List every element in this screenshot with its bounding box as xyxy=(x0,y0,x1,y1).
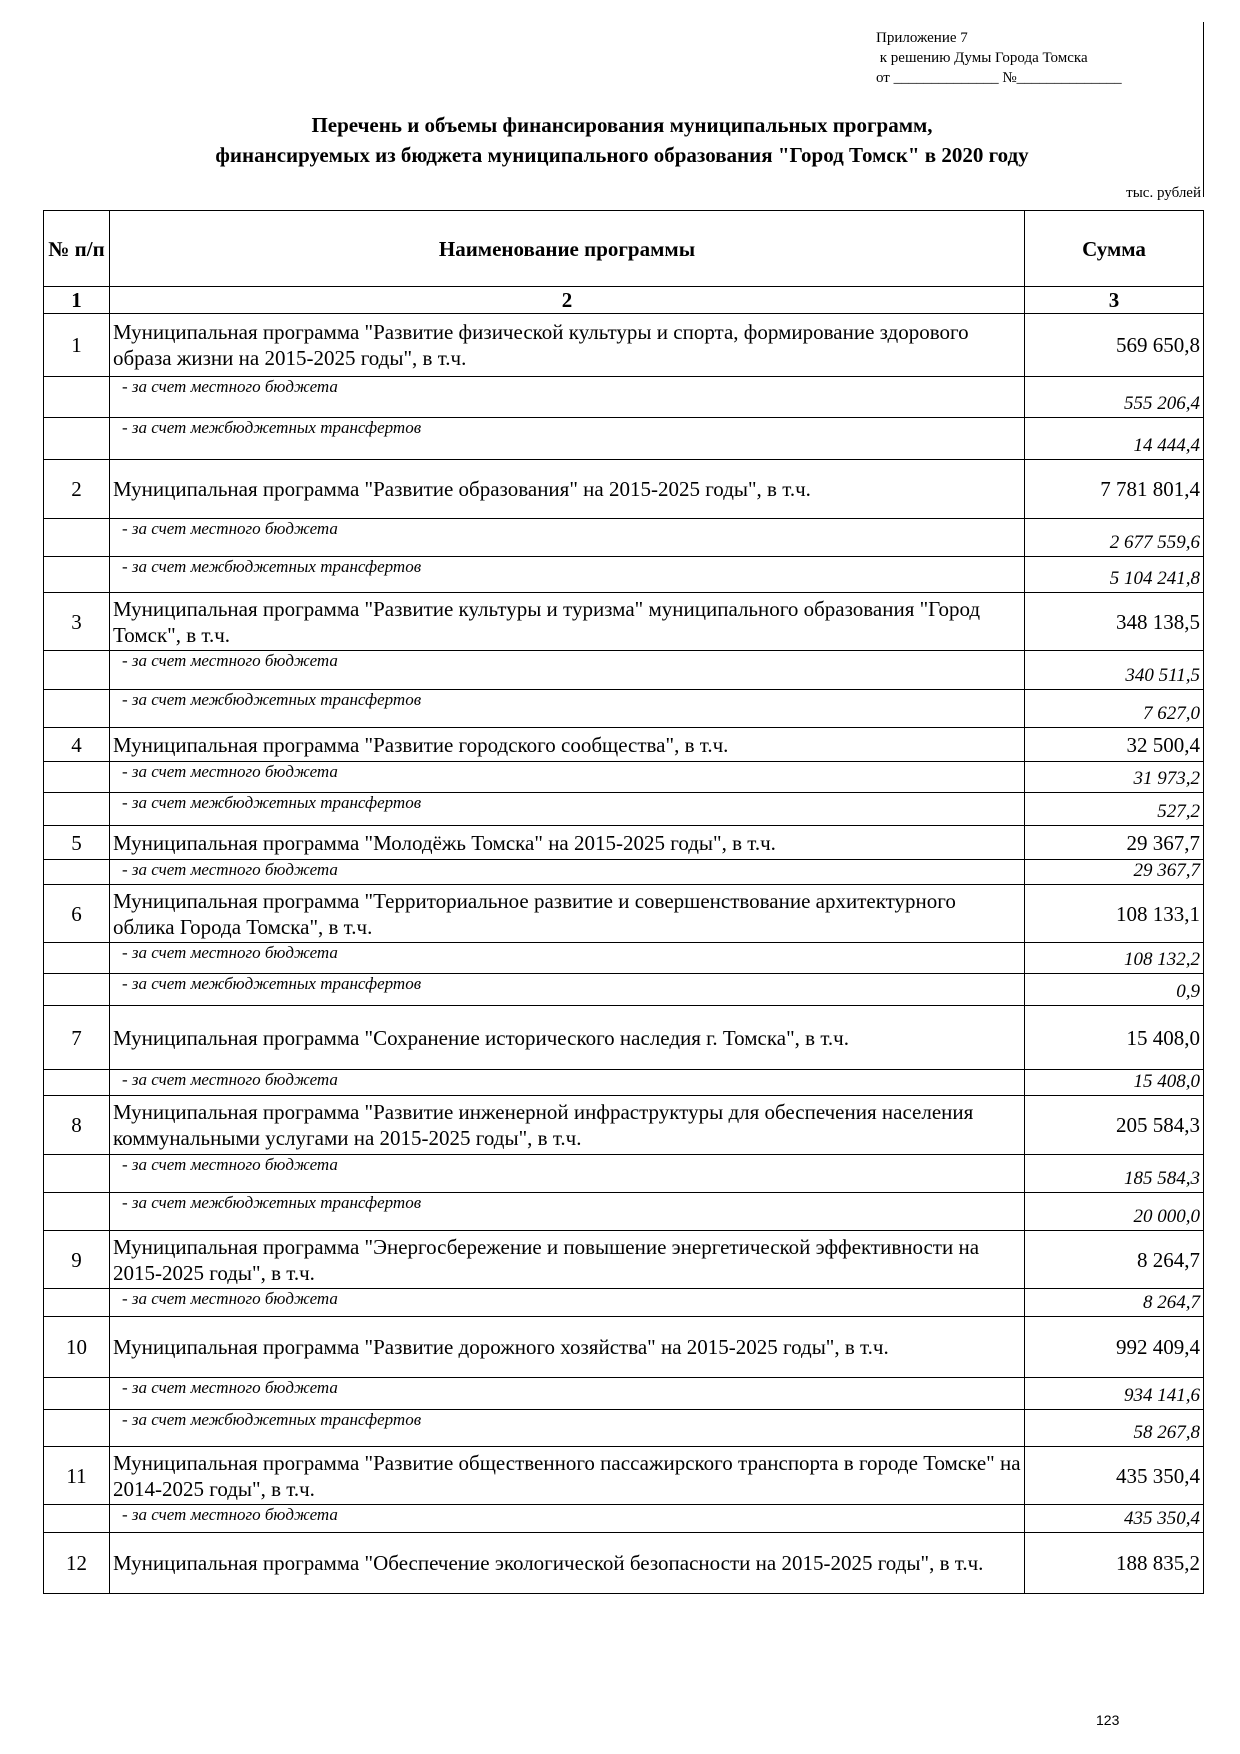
page-number: 123 xyxy=(1096,1712,1120,1728)
program-name: - за счет местного бюджета xyxy=(110,519,1025,557)
program-name: Муниципальная программа "Молодёжь Томска" на 2015-2025 годы", в т.ч. xyxy=(110,826,1025,860)
appendix-line-3: от ______________ №______________ xyxy=(876,70,1122,86)
row-number: 3 xyxy=(44,593,110,651)
program-row xyxy=(44,593,1204,651)
program-sum: 2 677 559,6 xyxy=(1025,519,1204,557)
row-number xyxy=(44,1378,110,1410)
program-row xyxy=(44,314,1204,377)
row-number xyxy=(44,557,110,593)
row-number xyxy=(44,1155,110,1193)
funding-source-row xyxy=(44,793,1204,826)
program-name: - за счет местного бюджета xyxy=(110,762,1025,793)
appendix-line-2: к решению Думы Города Томска xyxy=(876,50,1088,66)
program-name: - за счет местного бюджета xyxy=(110,1289,1025,1317)
program-name: - за счет местного бюджета xyxy=(110,651,1025,690)
program-row xyxy=(44,1533,1204,1594)
funding-source-row xyxy=(44,418,1204,460)
program-name: - за счет межбюджетных трансфертов xyxy=(110,1410,1025,1447)
funding-source-row xyxy=(44,519,1204,557)
program-row xyxy=(44,1096,1204,1155)
row-number xyxy=(44,974,110,1006)
row-number xyxy=(44,651,110,690)
program-row xyxy=(44,826,1204,860)
units-label: тыс. рублей xyxy=(1126,185,1201,201)
funding-source-row xyxy=(44,1155,1204,1193)
row-number xyxy=(44,1505,110,1533)
row-number xyxy=(44,1070,110,1096)
row-number: 2 xyxy=(44,460,110,519)
program-name: Муниципальная программа "Развитие физической культуры и спорта, формирование здорового образа жизни на 2015-2025 годы", в т.ч. xyxy=(110,314,1025,377)
funding-source-row xyxy=(44,1289,1204,1317)
row-number xyxy=(44,762,110,793)
program-sum: 527,2 xyxy=(1025,793,1204,826)
program-sum: 7 781 801,4 xyxy=(1025,460,1204,519)
program-sum: 0,9 xyxy=(1025,974,1204,1006)
funding-source-row xyxy=(44,1410,1204,1447)
program-name: - за счет межбюджетных трансфертов xyxy=(110,690,1025,728)
program-sum: 108 133,1 xyxy=(1025,885,1204,943)
program-sum: 108 132,2 xyxy=(1025,943,1204,974)
program-name: - за счет местного бюджета xyxy=(110,1505,1025,1533)
row-number xyxy=(44,690,110,728)
column-index: 3 xyxy=(1025,287,1204,314)
row-number xyxy=(44,1193,110,1231)
program-name: Муниципальная программа "Развитие образования" на 2015-2025 годы", в т.ч. xyxy=(110,460,1025,519)
row-number: 10 xyxy=(44,1317,110,1378)
row-number: 4 xyxy=(44,728,110,762)
program-sum: 569 650,8 xyxy=(1025,314,1204,377)
funding-source-row xyxy=(44,557,1204,593)
row-number: 9 xyxy=(44,1231,110,1289)
program-sum: 32 500,4 xyxy=(1025,728,1204,762)
row-number xyxy=(44,860,110,885)
program-name: - за счет межбюджетных трансфертов xyxy=(110,974,1025,1006)
program-sum: 188 835,2 xyxy=(1025,1533,1204,1594)
funding-source-row xyxy=(44,1378,1204,1410)
program-name: - за счет местного бюджета xyxy=(110,860,1025,885)
program-row xyxy=(44,1006,1204,1070)
program-sum: 15 408,0 xyxy=(1025,1070,1204,1096)
row-number: 8 xyxy=(44,1096,110,1155)
row-number xyxy=(44,418,110,460)
row-number xyxy=(44,519,110,557)
funding-source-row xyxy=(44,943,1204,974)
funding-source-row xyxy=(44,762,1204,793)
document-title xyxy=(40,110,1204,170)
funding-source-row xyxy=(44,1193,1204,1231)
row-number: 1 xyxy=(44,314,110,377)
program-sum: 185 584,3 xyxy=(1025,1155,1204,1193)
header-name: Наименование программы xyxy=(110,211,1025,287)
funding-source-row xyxy=(44,1505,1204,1533)
program-sum: 340 511,5 xyxy=(1025,651,1204,690)
funding-source-row xyxy=(44,377,1204,418)
program-name: - за счет местного бюджета xyxy=(110,1155,1025,1193)
program-row xyxy=(44,1447,1204,1505)
program-row xyxy=(44,1317,1204,1378)
title-line-1: Перечень и объемы финансирования муниципальных программ, xyxy=(311,113,933,137)
program-sum: 8 264,7 xyxy=(1025,1289,1204,1317)
title-line-2: финансируемых из бюджета муниципального образования "Город Томск" в 2020 году xyxy=(215,143,1029,167)
row-number xyxy=(44,793,110,826)
program-sum: 435 350,4 xyxy=(1025,1505,1204,1533)
program-name: - за счет местного бюджета xyxy=(110,1378,1025,1410)
row-number: 7 xyxy=(44,1006,110,1070)
funding-source-row xyxy=(44,860,1204,885)
program-sum: 555 206,4 xyxy=(1025,377,1204,418)
program-name: Муниципальная программа "Развитие общественного пассажирского транспорта в городе Томске" на 2014-2025 годы", в т.ч. xyxy=(110,1447,1025,1505)
program-name: Муниципальная программа "Развитие дорожного хозяйства" на 2015-2025 годы", в т.ч. xyxy=(110,1317,1025,1378)
program-name: - за счет местного бюджета xyxy=(110,1070,1025,1096)
program-name: Муниципальная программа "Развитие культуры и туризма" муниципального образования "Город Томск", в т.ч. xyxy=(110,593,1025,651)
program-name: - за счет межбюджетных трансфертов xyxy=(110,418,1025,460)
header-sum: Сумма xyxy=(1025,211,1204,287)
column-index: 1 xyxy=(44,287,110,314)
funding-source-row xyxy=(44,651,1204,690)
program-row xyxy=(44,885,1204,943)
row-number: 6 xyxy=(44,885,110,943)
program-name: - за счет местного бюджета xyxy=(110,377,1025,418)
program-sum: 58 267,8 xyxy=(1025,1410,1204,1447)
program-name: - за счет местного бюджета xyxy=(110,943,1025,974)
program-sum: 435 350,4 xyxy=(1025,1447,1204,1505)
funding-source-row xyxy=(44,1070,1204,1096)
program-sum: 7 627,0 xyxy=(1025,690,1204,728)
program-sum: 14 444,4 xyxy=(1025,418,1204,460)
program-row xyxy=(44,728,1204,762)
program-name: - за счет межбюджетных трансфертов xyxy=(110,1193,1025,1231)
program-sum: 5 104 241,8 xyxy=(1025,557,1204,593)
table-body xyxy=(44,314,1204,1594)
row-number: 11 xyxy=(44,1447,110,1505)
program-name: Муниципальная программа "Развитие инженерной инфраструктуры для обеспечения населения коммунальными услугами на 2015-2025 годы", в т.ч. xyxy=(110,1096,1025,1155)
program-row xyxy=(44,1231,1204,1289)
program-name: Муниципальная программа "Территориальное развитие и совершенствование архитектурного облика Города Томска", в т.ч. xyxy=(110,885,1025,943)
column-index: 2 xyxy=(110,287,1025,314)
row-number xyxy=(44,377,110,418)
appendix-line-1: Приложение 7 xyxy=(876,30,968,46)
header-num: № п/п xyxy=(44,211,110,287)
program-name: Муниципальная программа "Развитие городского сообщества", в т.ч. xyxy=(110,728,1025,762)
header-row xyxy=(44,211,1204,287)
appendix-note xyxy=(876,28,1122,88)
program-sum: 15 408,0 xyxy=(1025,1006,1204,1070)
program-name: Муниципальная программа "Энергосбережение и повышение энергетической эффективности на 2015-2025 годы", в т.ч. xyxy=(110,1231,1025,1289)
row-number xyxy=(44,1289,110,1317)
program-name: Муниципальная программа "Сохранение исторического наследия г. Томска", в т.ч. xyxy=(110,1006,1025,1070)
program-sum: 29 367,7 xyxy=(1025,826,1204,860)
program-sum: 348 138,5 xyxy=(1025,593,1204,651)
row-number xyxy=(44,1410,110,1447)
program-sum: 8 264,7 xyxy=(1025,1231,1204,1289)
row-number: 5 xyxy=(44,826,110,860)
program-row xyxy=(44,460,1204,519)
program-sum: 934 141,6 xyxy=(1025,1378,1204,1410)
column-index-row xyxy=(44,287,1204,314)
program-sum: 992 409,4 xyxy=(1025,1317,1204,1378)
program-sum: 31 973,2 xyxy=(1025,762,1204,793)
program-name: - за счет межбюджетных трансфертов xyxy=(110,793,1025,826)
program-sum: 20 000,0 xyxy=(1025,1193,1204,1231)
program-sum: 29 367,7 xyxy=(1025,860,1204,885)
row-number xyxy=(44,943,110,974)
program-name: - за счет межбюджетных трансфертов xyxy=(110,557,1025,593)
funding-source-row xyxy=(44,690,1204,728)
program-sum: 205 584,3 xyxy=(1025,1096,1204,1155)
program-name: Муниципальная программа "Обеспечение экологической безопасности на 2015-2025 годы", в т.ч. xyxy=(110,1533,1025,1594)
programs-table xyxy=(43,210,1204,1594)
row-number: 12 xyxy=(44,1533,110,1594)
funding-source-row xyxy=(44,974,1204,1006)
